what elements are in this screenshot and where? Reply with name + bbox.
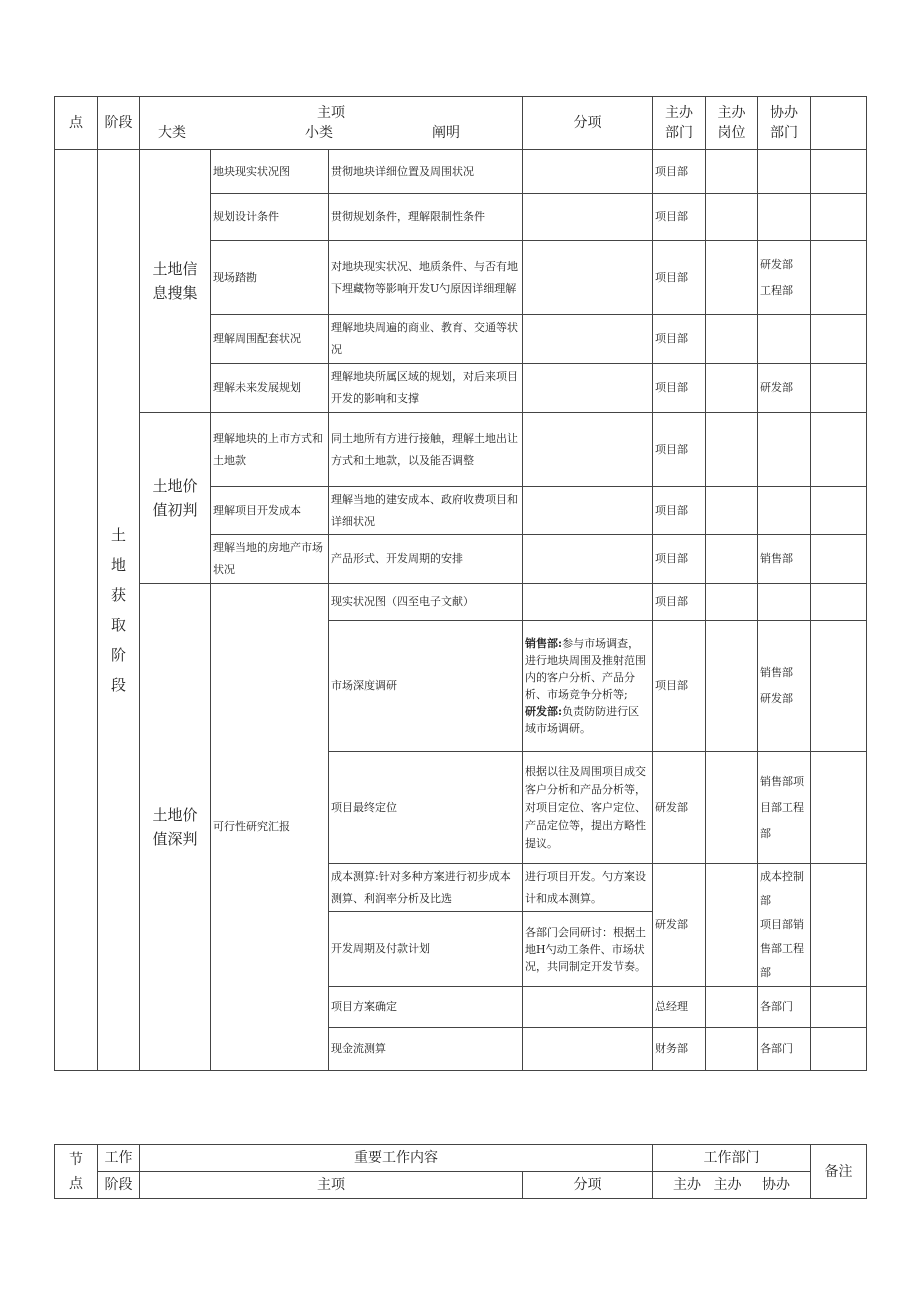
lead-dept-cell: 研发部 bbox=[653, 752, 706, 864]
remark-cell bbox=[811, 364, 867, 413]
lead-dept-cell: 总经理 bbox=[653, 987, 706, 1028]
sub-cell bbox=[523, 194, 653, 241]
header-sub-item: 分项 bbox=[523, 97, 653, 150]
remark-cell bbox=[811, 864, 867, 987]
explain-cell: 成本测算:针对多种方案进行初步成本测算、利润率分析及比选 bbox=[329, 864, 523, 912]
lead-dept-cell: 项目部 bbox=[653, 413, 706, 487]
footer-dept-columns bbox=[653, 1172, 811, 1199]
header-assist-dept: 协办 部门 bbox=[758, 97, 811, 150]
sub-cell-market-research bbox=[523, 621, 653, 752]
lead-post-cell bbox=[706, 413, 758, 487]
remark-cell bbox=[811, 487, 867, 535]
explain-cell: 产品形式、开发周期的安排 bbox=[329, 535, 523, 584]
lead-post-cell bbox=[706, 621, 758, 752]
lead-post-cell bbox=[706, 241, 758, 315]
explain-cell: 对地块现实状况、地质条件、与否有地下埋藏物等影响开发U勺原因详细理解 bbox=[329, 241, 523, 315]
small-item: 理解当地的房地产市场状况 bbox=[211, 535, 329, 584]
small-item: 规划设计条件 bbox=[211, 194, 329, 241]
lead-post-cell bbox=[706, 487, 758, 535]
remark-cell bbox=[811, 621, 867, 752]
remark-cell bbox=[811, 241, 867, 315]
footer-node: 节 点 bbox=[55, 1145, 98, 1199]
assist-cell: 销售部 bbox=[758, 535, 811, 584]
sub-cell bbox=[523, 413, 653, 487]
lead-post-cell bbox=[706, 584, 758, 621]
group-value-initial: 土地价 值初判 bbox=[140, 413, 211, 584]
small-item: 地块现实状况图 bbox=[211, 150, 329, 194]
assist-cell: 研发部 bbox=[758, 364, 811, 413]
sub-cell: 根据以往及周围项目成交客户分析和产品分析等，对项目定位、客户定位、产品定位等，提出方略性提议。 bbox=[523, 752, 653, 864]
sub-cell bbox=[523, 1028, 653, 1071]
small-item: 理解地块的上市方式和土地款 bbox=[211, 413, 329, 487]
assist-cell bbox=[758, 413, 811, 487]
explain-cell: 市场深度调研 bbox=[329, 621, 523, 752]
header-node: 点 bbox=[55, 97, 98, 150]
explain-cell: 现金流测算 bbox=[329, 1028, 523, 1071]
footer-lead2: 主办 bbox=[713, 1177, 742, 1193]
assist-cell: 各部门 bbox=[758, 1028, 811, 1071]
lead-post-cell bbox=[706, 150, 758, 194]
lead-dept-cell: 项目部 bbox=[653, 194, 706, 241]
lead-post-cell bbox=[706, 864, 758, 987]
sub-cell: 进行项目开发。勺方案设计和成本测算。 bbox=[523, 864, 653, 912]
remark-cell bbox=[811, 150, 867, 194]
lead-dept-cell: 项目部 bbox=[653, 621, 706, 752]
footer-assist: 协办 bbox=[761, 1177, 790, 1193]
lead-post-cell bbox=[706, 1028, 758, 1071]
group-value-deep: 土地价 值深判 bbox=[140, 584, 211, 1071]
footer-work-dept: 工作部门 bbox=[653, 1145, 811, 1172]
assist-cell: 研发部 工程部 bbox=[758, 241, 811, 315]
sub-cell bbox=[523, 487, 653, 535]
remark-cell bbox=[811, 413, 867, 487]
assist-cell bbox=[758, 584, 811, 621]
remark-cell bbox=[811, 1028, 867, 1071]
explain-cell: 理解地块周遍的商业、教育、交通等状况 bbox=[329, 315, 523, 364]
small-item: 理解未来发展规划 bbox=[211, 364, 329, 413]
lead-dept-cell: 财务部 bbox=[653, 1028, 706, 1071]
stage-label: 土 地 获 取 阶 段 bbox=[98, 150, 140, 1071]
assist-cell: 各部门 bbox=[758, 987, 811, 1028]
header-main-item bbox=[140, 97, 523, 150]
rd-dept-text: 负责防防进行区域市场调研。 bbox=[525, 705, 640, 735]
lead-post-cell bbox=[706, 315, 758, 364]
next-page-header-table bbox=[54, 1144, 867, 1199]
big-class-label: 大类 bbox=[158, 125, 186, 141]
footer-work: 工作 bbox=[98, 1145, 140, 1172]
small-item: 理解周围配套状况 bbox=[211, 315, 329, 364]
header-lead-dept: 主办 部门 bbox=[653, 97, 706, 150]
explain-cell: 贯彻规划条件，理解限制性条件 bbox=[329, 194, 523, 241]
small-item: 现场踏勘 bbox=[211, 241, 329, 315]
header-lead-post: 主办 岗位 bbox=[706, 97, 758, 150]
small-item: 理解项目开发成本 bbox=[211, 487, 329, 535]
assist-cell bbox=[758, 315, 811, 364]
assist-cell bbox=[758, 150, 811, 194]
sub-cell bbox=[523, 364, 653, 413]
assist-cell bbox=[758, 194, 811, 241]
remark-cell bbox=[811, 752, 867, 864]
lead-dept-cell: 项目部 bbox=[653, 535, 706, 584]
explain-label: 阐明 bbox=[432, 125, 461, 141]
explain-cell: 项目方案确定 bbox=[329, 987, 523, 1028]
remark-cell bbox=[811, 315, 867, 364]
footer-stage: 阶段 bbox=[98, 1172, 140, 1199]
assist-cell: 成本控制部 项目部销售部工程部 bbox=[758, 864, 811, 987]
explain-cell: 理解地块所属区域的规划，对后来项目开发的影响和支撑 bbox=[329, 364, 523, 413]
lead-dept-cell: 项目部 bbox=[653, 584, 706, 621]
footer-sub-item: 分项 bbox=[523, 1172, 653, 1199]
remark-cell bbox=[811, 987, 867, 1028]
footer-remark: 备注 bbox=[811, 1145, 867, 1199]
remark-cell bbox=[811, 584, 867, 621]
small-item-feasibility: 可行性研究汇报 bbox=[211, 584, 329, 1071]
assist-cell bbox=[758, 487, 811, 535]
explain-cell: 理解当地的建安成本、政府收费项目和详细状况 bbox=[329, 487, 523, 535]
explain-cell: 开发周期及付款计划 bbox=[329, 912, 523, 987]
footer-lead: 主办 bbox=[673, 1177, 702, 1193]
sales-dept-text: 参与市场调查，进行地块周围及推射范围内的客户分析、产品分析、市场竞争分析等; bbox=[525, 637, 647, 701]
lead-dept-cell: 项目部 bbox=[653, 315, 706, 364]
explain-cell: 项目最终定位 bbox=[329, 752, 523, 864]
node-cell bbox=[55, 150, 98, 1071]
footer-important-content: 重要工作内容 bbox=[140, 1145, 653, 1172]
small-class-label: 小类 bbox=[305, 125, 334, 141]
explain-cell: 贯彻地块详细位置及周围状况 bbox=[329, 150, 523, 194]
sub-cell bbox=[523, 241, 653, 315]
work-plan-table bbox=[54, 96, 867, 1071]
header-stage: 阶段 bbox=[98, 97, 140, 150]
assist-cell: 销售部项目部工程部 bbox=[758, 752, 811, 864]
sub-cell bbox=[523, 584, 653, 621]
lead-post-cell bbox=[706, 194, 758, 241]
sub-cell bbox=[523, 535, 653, 584]
explain-cell: 现实状况图（四至电子文献） bbox=[329, 584, 523, 621]
lead-dept-cell: 项目部 bbox=[653, 241, 706, 315]
sales-dept-label: 销售部: bbox=[525, 637, 563, 650]
lead-post-cell bbox=[706, 364, 758, 413]
footer-main-item: 主项 bbox=[140, 1172, 523, 1199]
remark-cell bbox=[811, 535, 867, 584]
lead-post-cell bbox=[706, 752, 758, 864]
sub-cell: 各部门会同研讨：根据土地H勺动工条件、市场状况，共同制定开发节奏。 bbox=[523, 912, 653, 987]
sub-cell bbox=[523, 150, 653, 194]
rd-dept-label: 研发部: bbox=[525, 705, 563, 718]
sub-cell bbox=[523, 315, 653, 364]
group-info-collection: 土地信 息搜集 bbox=[140, 150, 211, 413]
sub-cell bbox=[523, 987, 653, 1028]
explain-cell: 同土地所有方进行接触，理解土地出让方式和土地款，以及能否调整 bbox=[329, 413, 523, 487]
lead-dept-cell: 研发部 bbox=[653, 864, 706, 987]
remark-cell bbox=[811, 194, 867, 241]
lead-dept-cell: 项目部 bbox=[653, 150, 706, 194]
lead-dept-cell: 项目部 bbox=[653, 364, 706, 413]
assist-cell: 销售部 研发部 bbox=[758, 621, 811, 752]
lead-post-cell bbox=[706, 987, 758, 1028]
header-remark bbox=[811, 97, 867, 150]
lead-post-cell bbox=[706, 535, 758, 584]
lead-dept-cell: 项目部 bbox=[653, 487, 706, 535]
main-item-label: 主项 bbox=[317, 105, 346, 121]
